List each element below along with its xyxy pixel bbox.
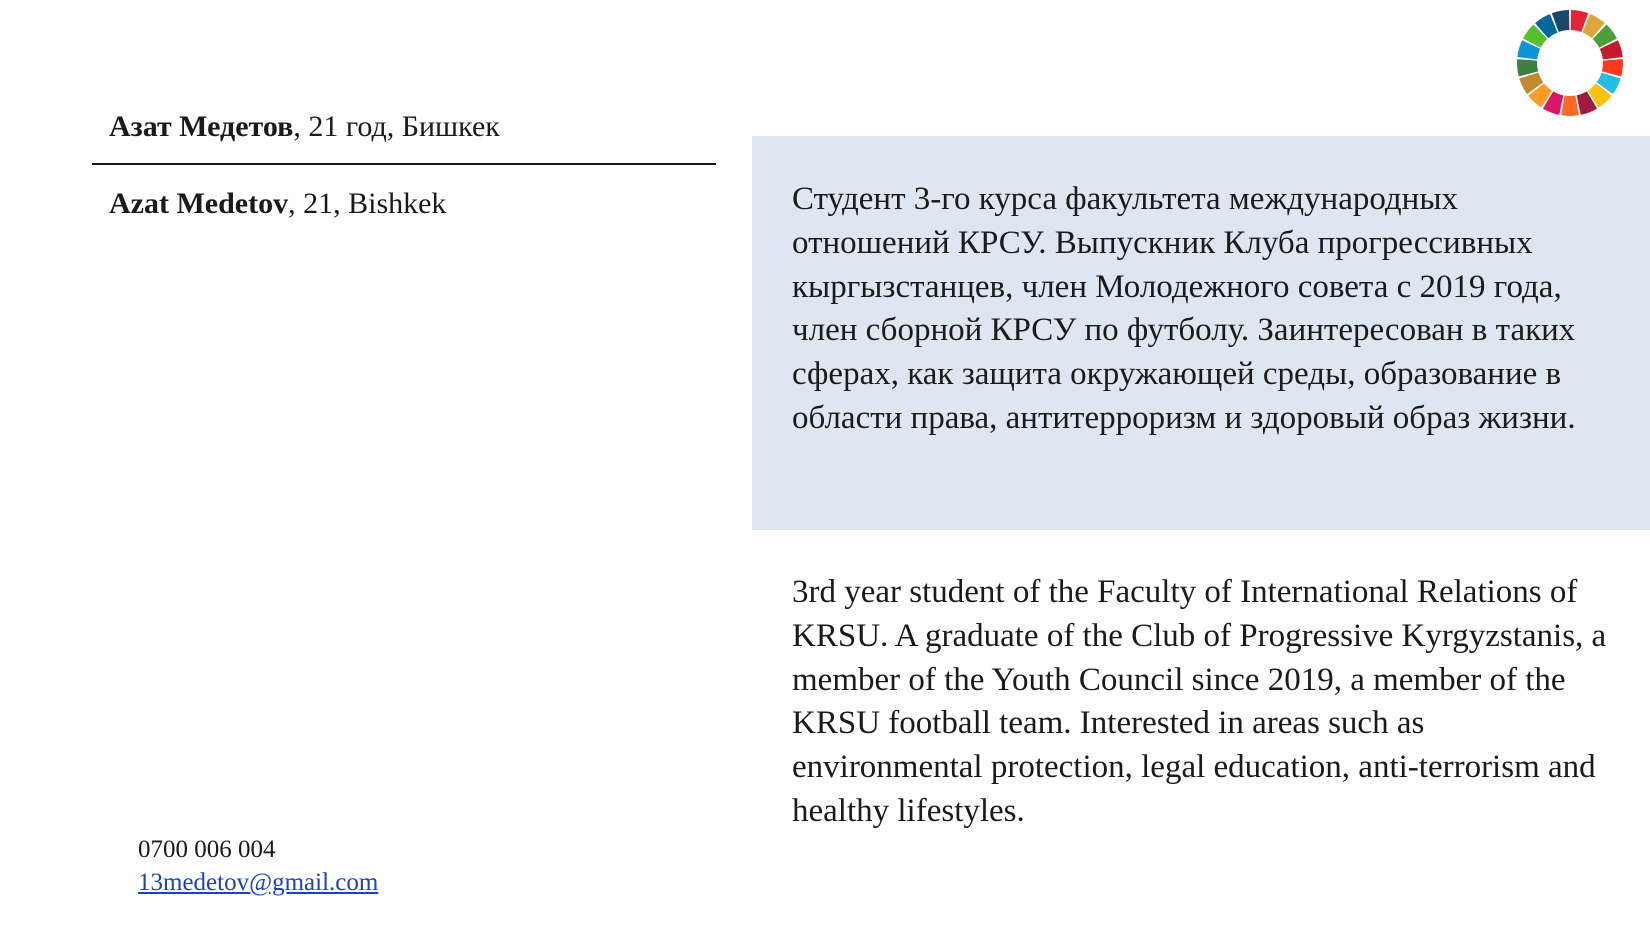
name-divider [92,163,716,165]
name-ru-details: , 21 год, Бишкек [293,110,500,143]
bio-en-text: 3rd year student of the Faculty of International Relations of KRSU. A graduate of the Club of Progressive Kyrgyzstanis, a member of the Youth Council since 2019, a member of the KRSU football team. Interested in areas such as environmental protection, legal education, anti-terrorism and healthy lifestyles. [792,574,1607,829]
name-en-bold: Azat Medetov [109,187,289,220]
bio-ru-text: Студент 3-го курса факультета международных отношений КРСУ. Выпускник Клуба прогрессивных кыргызстанцев, член Молодежного совета с 2019 года, член сборной КРСУ по футболу. Заинтересован в таких сферах, как защита окружающей среды, образование в области права, антитерроризм и здоровый образ жизни. [792,181,1576,436]
name-ru-bold: Азат Медетов [109,110,294,143]
email-link[interactable]: 13medetov@gmail.com [138,869,379,896]
name-ru [109,107,500,147]
sdg-wheel-icon [1515,8,1625,118]
sdg-wheel-segment [1561,96,1578,116]
name-en-details: , 21, Bishkek [288,187,447,220]
name-en [109,184,446,224]
phone-number: 0700 006 004 [138,836,276,863]
